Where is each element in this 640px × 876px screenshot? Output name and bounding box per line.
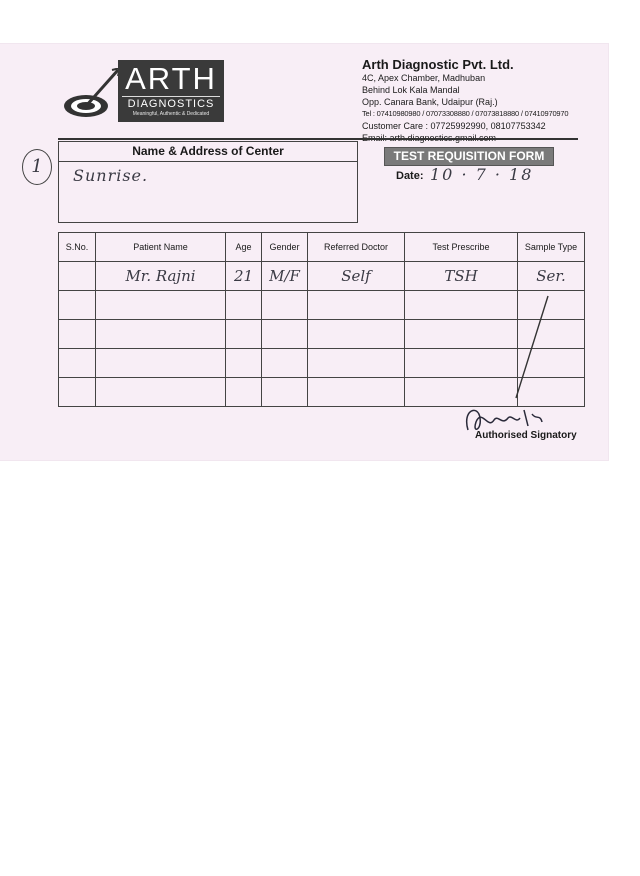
table-row bbox=[59, 291, 585, 320]
center-name-handwritten: Sunrise. bbox=[73, 166, 149, 185]
column-header-sno: S.No. bbox=[59, 233, 96, 262]
cell-referred-doctor: Self bbox=[308, 262, 405, 291]
column-header-patient-name: Patient Name bbox=[96, 233, 226, 262]
logo-tagline: Meaningful, Authentic & Dedicated bbox=[132, 111, 210, 117]
company-logo bbox=[62, 60, 228, 126]
column-header-age: Age bbox=[226, 233, 262, 262]
patient-table bbox=[58, 232, 585, 407]
header-divider bbox=[58, 138, 578, 140]
company-name: Arth Diagnostic Pvt. Ltd. bbox=[362, 57, 514, 72]
cell-test-prescribe: TSH bbox=[405, 262, 518, 291]
cell-sample-type: Ser. bbox=[518, 262, 585, 291]
table-header-row bbox=[59, 233, 585, 262]
table-row bbox=[59, 262, 585, 291]
date-value-handwritten: 10 · 7 · 18 bbox=[430, 165, 534, 184]
column-header-gender: Gender bbox=[262, 233, 308, 262]
cell-patient-name: Mr. Rajni bbox=[96, 262, 226, 291]
logo-main-text: ARTH bbox=[125, 61, 217, 96]
cell-gender: M/F bbox=[262, 262, 308, 291]
column-header-test-prescribe: Test Prescribe bbox=[405, 233, 518, 262]
address-line-3: Opp. Canara Bank, Udaipur (Raj.) bbox=[362, 97, 498, 107]
center-heading: Name & Address of Center bbox=[59, 142, 357, 162]
center-details-box bbox=[58, 141, 358, 223]
target-arrow-icon bbox=[62, 68, 124, 122]
cell-sno bbox=[59, 262, 96, 291]
customer-care: Customer Care : 07725992990, 08107753342 bbox=[362, 121, 546, 131]
logo-sub-text: DIAGNOSTICS bbox=[122, 96, 220, 110]
handwritten-number-annotation: 1 bbox=[22, 149, 52, 185]
cell-age: 21 bbox=[226, 262, 262, 291]
address-line-2: Behind Lok Kala Mandal bbox=[362, 85, 460, 95]
table-row bbox=[59, 320, 585, 349]
logo-wordmark bbox=[118, 60, 224, 122]
date-label: Date: bbox=[396, 170, 424, 182]
column-header-sample-type: Sample Type bbox=[518, 233, 585, 262]
table-row bbox=[59, 349, 585, 378]
authorised-signatory-label: Authorised Signatory bbox=[475, 430, 577, 441]
company-details bbox=[362, 57, 602, 144]
form-title: TEST REQUISITION FORM bbox=[384, 147, 554, 166]
address-line-1: 4C, Apex Chamber, Madhuban bbox=[362, 73, 486, 83]
column-header-referred-doctor: Referred Doctor bbox=[308, 233, 405, 262]
telephone-numbers: Tel : 07410980980 / 07073308880 / 07073818880 / 07410970970 bbox=[362, 109, 569, 118]
